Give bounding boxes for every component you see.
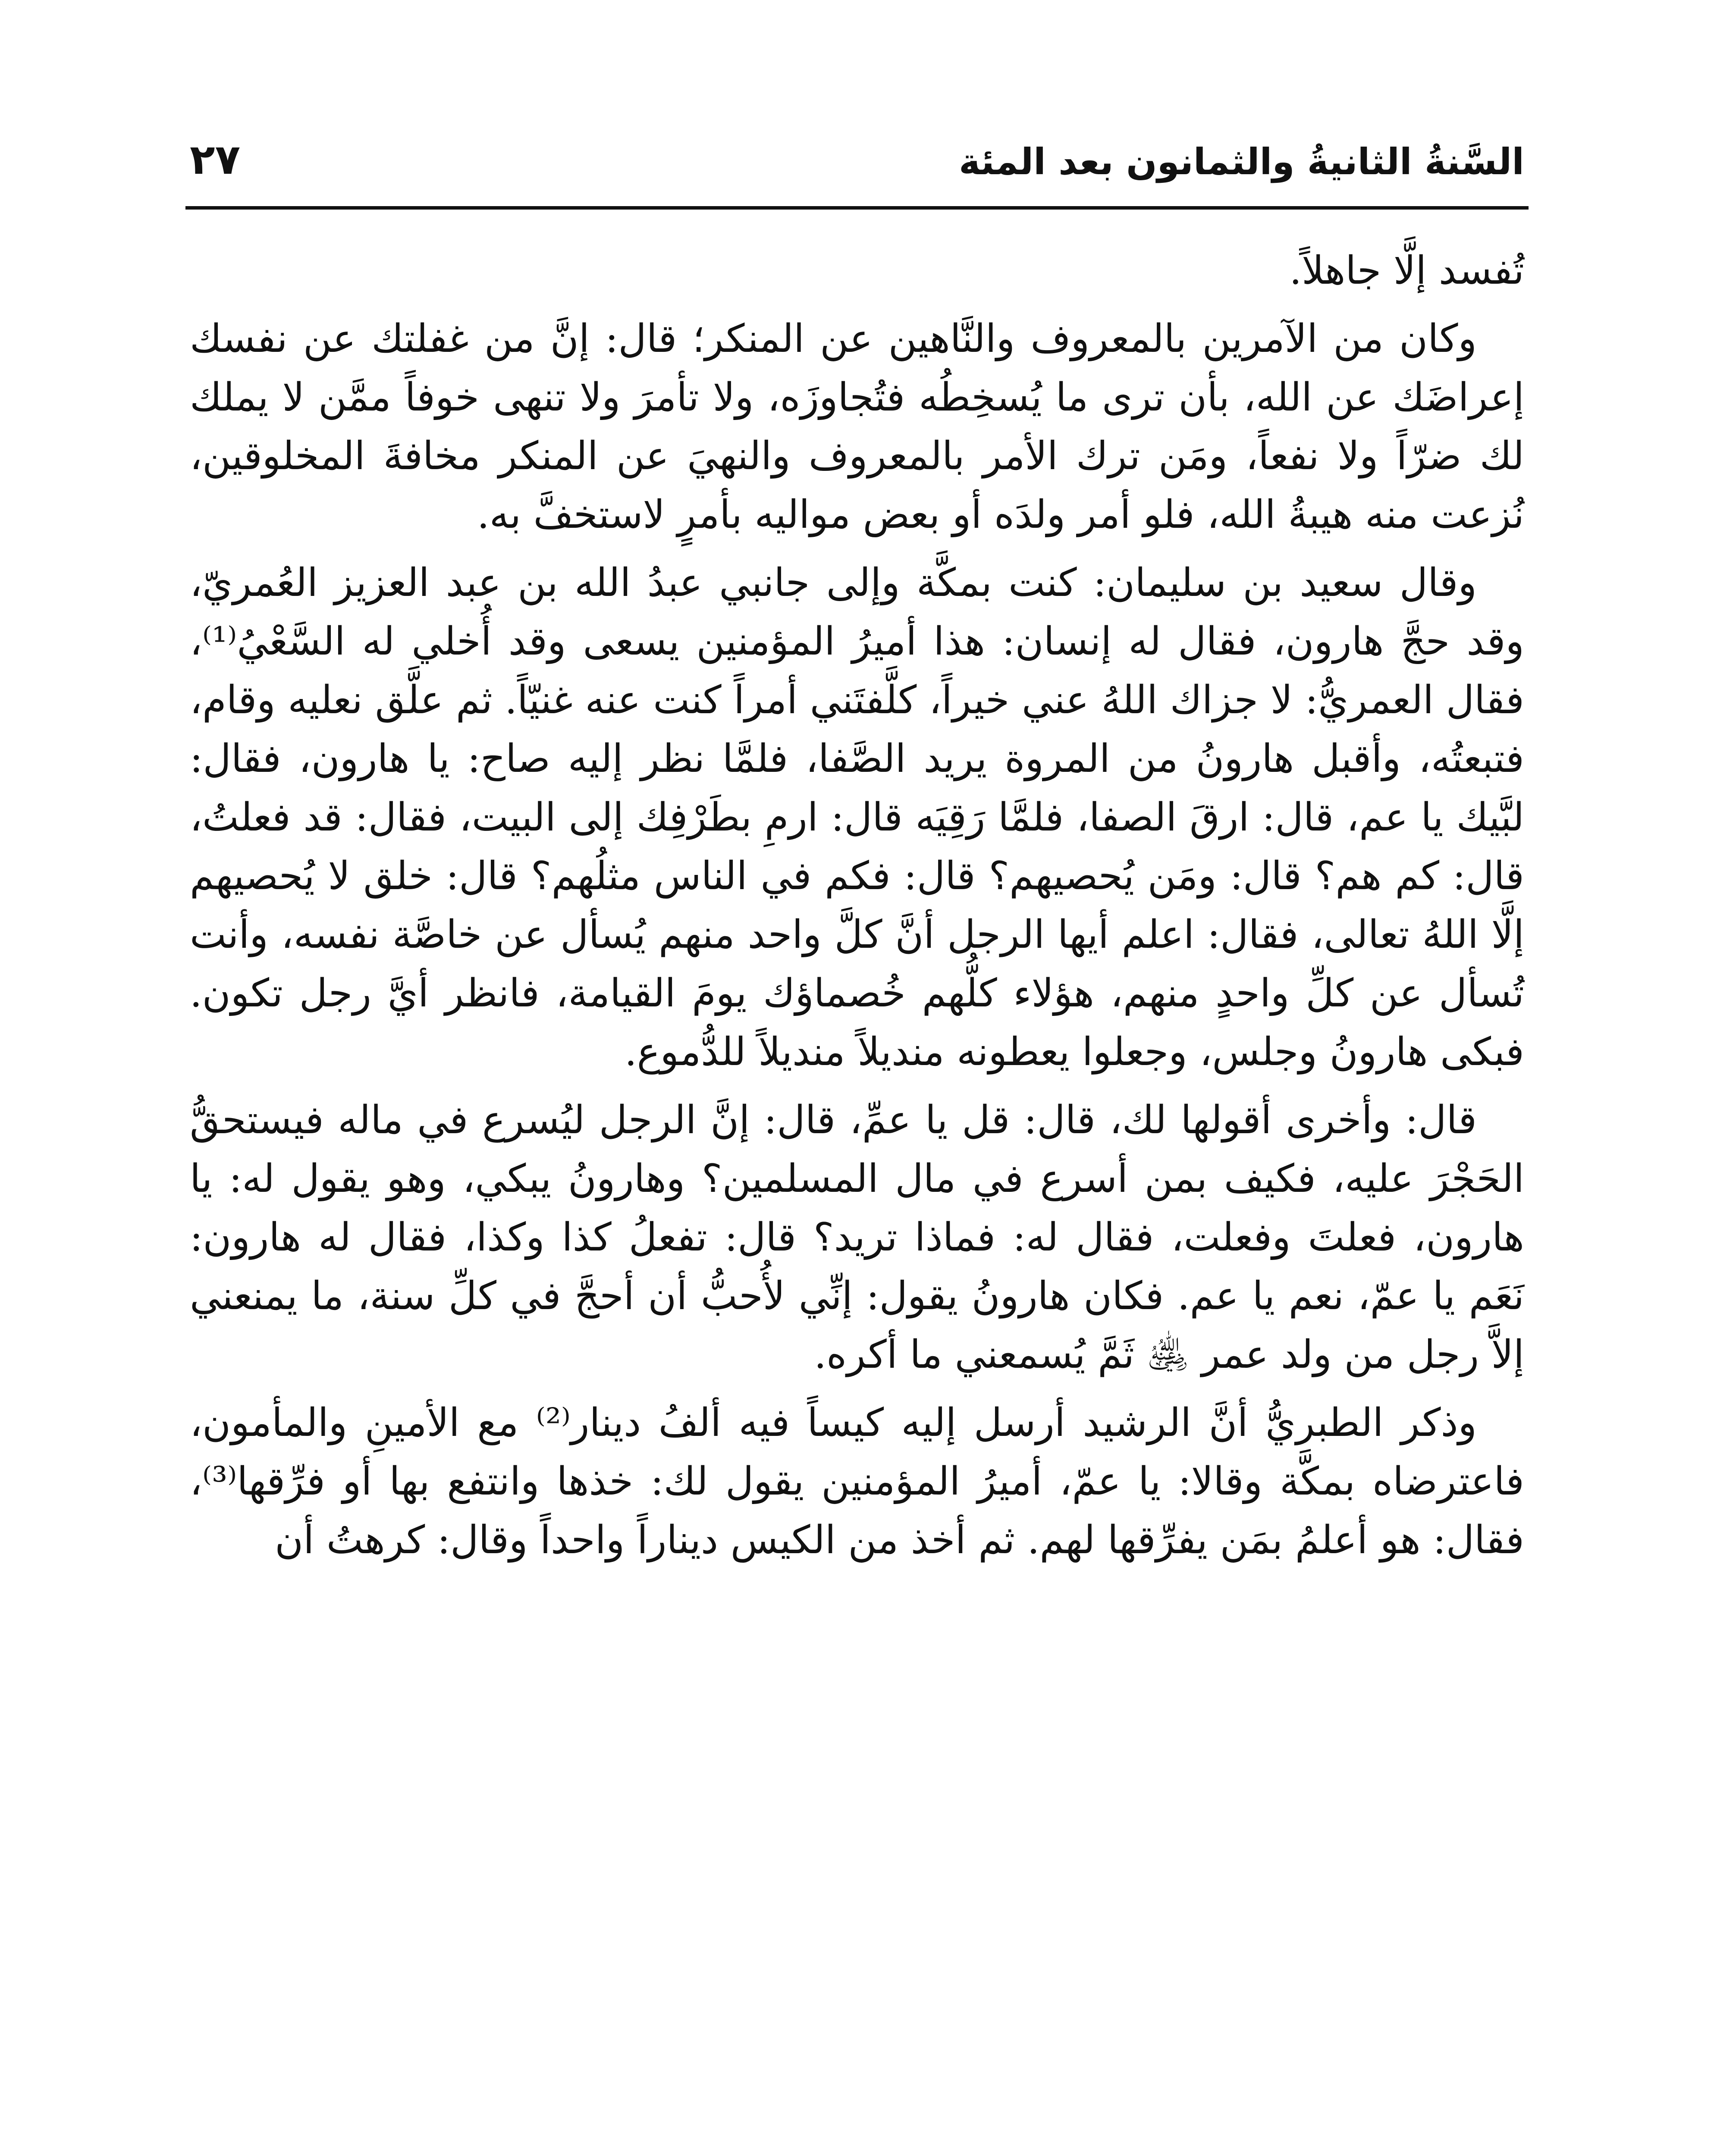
header-rule (185, 206, 1529, 210)
paragraph: وكان من الآمرين بالمعروف والنَّاهين عن المنكر؛ قال: إنَّ من غفلتك عن نفسك إعراضَك عن الله، بأن ترى ما يُسخِطُه فتُجاوزَه، ولا تأمرَ ولا تنهى خوفاً ممَّن لا يملك لك ضرّاً ولا نفعاً، ومَن ترك الأمر بالمعروف والنهيَ عن المنكر مخافةَ المخلوقين، نُزعت منه هيبةُ الله، فلو أمر ولدَه أو بعض مواليه بأمرٍ لاستخفَّ به. (190, 316, 1524, 537)
page-number: ٢٧ (190, 135, 241, 184)
paragraph: قال: وأخرى أقولها لك، قال: قل يا عمِّ، قال: إنَّ الرجل ليُسرع في ماله فيستحقُّ الحَجْرَ عليه، فكيف بمن أسرع في مال المسلمين؟ وهارونُ يبكي، وهو يقول له: يا هارون، فعلتَ وفعلت، فقال له: فماذا تريد؟ قال: تفعلُ كذا وكذا، فقال له هارون: نَعَم يا عمّ، نعم يا عم. فكان هارونُ يقول: إنِّي لأُحبُّ أن أحجَّ في كلِّ سنة، ما يمنعني إلاَّ رجل من ولد عمر ﵁ ثَمَّ يُسمعني ما أكره. (190, 1097, 1524, 1377)
running-head (190, 129, 1524, 194)
running-title: السَّنةُ الثانيةُ والثمانون بعد المئة (959, 141, 1524, 183)
paragraph-continuation: تُفسد إلَّا جاهلاً. (1289, 248, 1524, 293)
paragraph: وذكر الطبريُّ أنَّ الرشيد أرسل إليه كيساً فيه ألفُ دينار⁽²⁾ مع الأمينِ والمأمون، فاعترضاه بمكَّة وقالا: يا عمّ، أميرُ المؤمنين يقول لك: خذها وانتفع بها أو فرِّقها⁽³⁾، فقال: هو أعلمُ بمَن يفرِّقها لهم. ثم أخذ من الكيس ديناراً واحداً وقال: كرهتُ أن (190, 1400, 1524, 1563)
main-text (190, 241, 1524, 1579)
paragraph: وقال سعيد بن سليمان: كنت بمكَّة وإلى جانبي عبدُ الله بن عبد العزيز العُمريّ، وقد حجَّ هارون، فقال له إنسان: هذا أميرُ المؤمنين يسعى وقد أُخلي له السَّعْيُ⁽¹⁾، فقال العمريُّ: لا جزاك اللهُ عني خيراً، كلَّفتَني أمراً كنت عنه غنيّاً. ثم علَّق نعليه وقام، فتبعتُه، وأقبل هارونُ من المروة يريد الصَّفا، فلمَّا نظر إليه صاح: يا هارون، فقال: لبَّيك يا عم، قال: ارقَ الصفا، فلمَّا رَقِيَه قال: ارمِ بطَرْفِك إلى البيت، فقال: قد فعلتُ، قال: كم هم؟ قال: ومَن يُحصيهم؟ قال: فكم في الناس مثلُهم؟ قال: خلق لا يُحصيهم إلَّا اللهُ تعالى، فقال: اعلم أيها الرجل أنَّ كلَّ واحد منهم يُسأل عن خاصَّة نفسه، وأنت تُسأل عن كلِّ واحدٍ منهم، هؤلاء كلُّهم خُصماؤك يومَ القيامة، فانظر أيَّ رجل تكون. فبكى هارونُ وجلس، وجعلوا يعطونه منديلاً منديلاً للدُّموع. (190, 560, 1524, 1075)
